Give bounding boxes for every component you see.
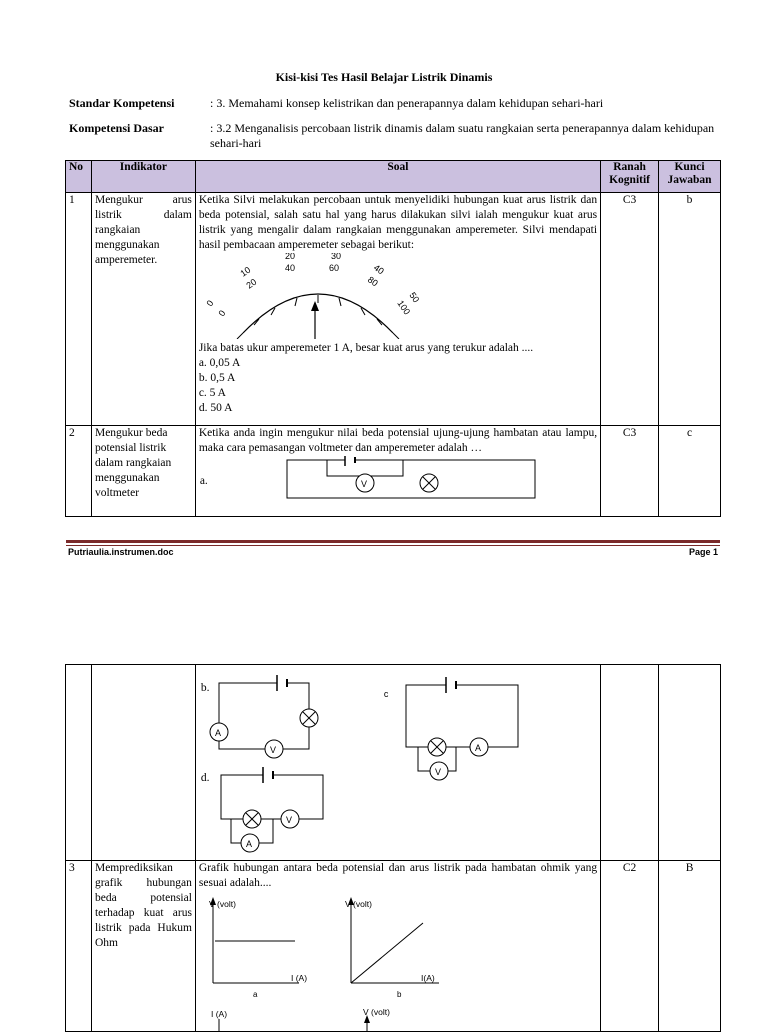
question-text: Jika batas ukur amperemeter 1 A, besar kuat arus yang terukur adalah .... — [198, 342, 534, 354]
graph-b-label: b — [396, 990, 402, 999]
row-kunci: c — [659, 426, 721, 517]
row-no-empty — [66, 665, 92, 861]
scale-inner-100: 100 — [395, 298, 413, 317]
row-soal — [195, 861, 600, 1032]
header-ranah: Ranah Kognitif — [601, 161, 659, 193]
scale-outer-20: 20 — [284, 253, 295, 261]
option-b: b. 0,5 A — [198, 372, 236, 384]
row-kunci: b — [659, 193, 721, 426]
standar-kompetensi-label: Standar Kompetensi — [69, 96, 175, 110]
graph-a-i-axis: I (A) — [290, 973, 307, 983]
document-title: Kisi-kisi Tes Hasil Belajar Listrik Dinamis — [275, 70, 493, 84]
soal-text: Ketika Silvi melakukan percobaan untuk menyelidiki hubungan kuat arus listrik dan beda potensial, salah satu hal yang harus dilakukan silvi ialah mengukur kuat arus listrik yang mengalir dalam rangkaian menggunakan amperemeter. Silvi mendapati hasil pembacaan amperemeter sebagai berikut: — [198, 194, 598, 251]
circuit-option-d-label: d. — [200, 772, 210, 784]
option-c: c. 5 A — [198, 387, 226, 399]
table-row — [66, 426, 721, 517]
scale-inner-0: 0 — [216, 308, 228, 319]
circuit-option-b-label: b. — [200, 682, 210, 694]
ammeter-label-c: A — [474, 743, 481, 753]
scale-inner-20: 20 — [244, 276, 259, 291]
footer-filename: Putriaulia.instrumen.doc — [68, 547, 174, 557]
header-soal: Soal — [195, 161, 600, 193]
scale-inner-40: 40 — [284, 263, 295, 273]
row-soal-circuits — [195, 665, 600, 861]
ammeter-label-d: A — [245, 839, 252, 849]
table-row — [66, 193, 721, 426]
voltmeter-label-c: V — [434, 767, 441, 777]
scale-outer-40: 40 — [371, 262, 386, 277]
kompetensi-dasar-label: Kompetensi Dasar — [69, 121, 164, 135]
row-ranah-empty — [601, 665, 659, 861]
header-kunci: Kunci Jawaban — [659, 161, 721, 193]
row-indikator: Mengukur arus listrik dalam rangkaian menggunakan amperemeter. — [91, 193, 195, 426]
row-soal — [195, 193, 600, 426]
row-no: 3 — [66, 861, 92, 1032]
row-ranah: C3 — [601, 193, 659, 426]
table-row — [66, 665, 721, 861]
voltmeter-label-b: V — [269, 745, 276, 755]
row-kunci-empty — [659, 665, 721, 861]
voltmeter-label: V — [360, 479, 367, 489]
footer-rule-thin — [66, 545, 720, 546]
scale-outer-30: 30 — [330, 253, 341, 261]
voltmeter-label-d: V — [285, 815, 292, 825]
soal-text: Grafik hubungan antara beda potensial dan arus listrik pada hambatan ohmik yang sesuai adalah.... — [198, 862, 598, 889]
option-d: d. 50 A — [198, 402, 233, 414]
scale-outer-10: 10 — [238, 264, 253, 279]
graph-d-v-axis: V (volt) — [362, 1007, 390, 1017]
circuit-d-figure — [219, 763, 349, 859]
circuit-b-figure — [205, 671, 335, 771]
scale-inner-60: 60 — [328, 263, 339, 273]
circuit-option-a-label: a. — [199, 475, 208, 487]
row-indikator: Mengukur beda potensial listrik dalam rangkaian menggunakan voltmeter — [91, 426, 195, 517]
standar-kompetensi-value: : 3. Memahami konsep kelistrikan dan penerapannya dalam kehidupan sehari-hari — [210, 96, 604, 110]
graph-a-label: a — [252, 990, 258, 999]
circuit-c-figure — [404, 673, 534, 783]
header-no: No — [66, 161, 92, 193]
kisi-kisi-table — [65, 160, 721, 517]
row-kunci: B — [659, 861, 721, 1032]
row-no: 2 — [66, 426, 92, 517]
kisi-kisi-table-continued — [65, 664, 721, 1032]
row-ranah: C3 — [601, 426, 659, 517]
graph-b-i-axis: I(A) — [420, 973, 435, 983]
scale-outer-50: 50 — [407, 290, 422, 305]
circuit-option-c-label: c — [383, 689, 389, 699]
soal-text: Ketika anda ingin mengukur nilai beda potensial ujung-ujung hambatan atau lampu, maka cara pemasangan voltmeter dan amperemeter adalah … — [198, 427, 598, 454]
row-ranah: C2 — [601, 861, 659, 1032]
graph-a-v-axis: V (volt) — [208, 899, 236, 909]
row-indikator-empty — [91, 665, 195, 861]
footer-rule — [66, 540, 720, 543]
footer-page-number: Page 1 — [688, 547, 718, 557]
table-row — [66, 861, 721, 1032]
circuit-a-figure — [283, 456, 543, 502]
ohm-graphs-figure — [199, 891, 599, 1031]
option-a: a. 0,05 A — [198, 357, 241, 369]
scale-outer-0: 0 — [204, 298, 216, 309]
graph-b-v-axis: V (volt) — [344, 899, 372, 909]
amperemeter-scale-figure — [203, 253, 423, 339]
row-no: 1 — [66, 193, 92, 426]
row-indikator: Memprediksikan grafik hubungan beda potensial terhadap kuat arus listrik pada Hukum Ohm — [91, 861, 195, 1032]
scale-inner-80: 80 — [365, 274, 380, 289]
graph-c-i-axis: I (A) — [210, 1009, 227, 1019]
row-soal — [195, 426, 600, 517]
kompetensi-dasar-value-cont: sehari-hari — [210, 136, 262, 150]
ammeter-label-b: A — [214, 728, 221, 738]
kompetensi-dasar-value: : 3.2 Menganalisis percobaan listrik dinamis dalam suatu rangkaian serta penerapannya dalam kehidupan — [210, 121, 715, 135]
header-indikator: Indikator — [91, 161, 195, 193]
